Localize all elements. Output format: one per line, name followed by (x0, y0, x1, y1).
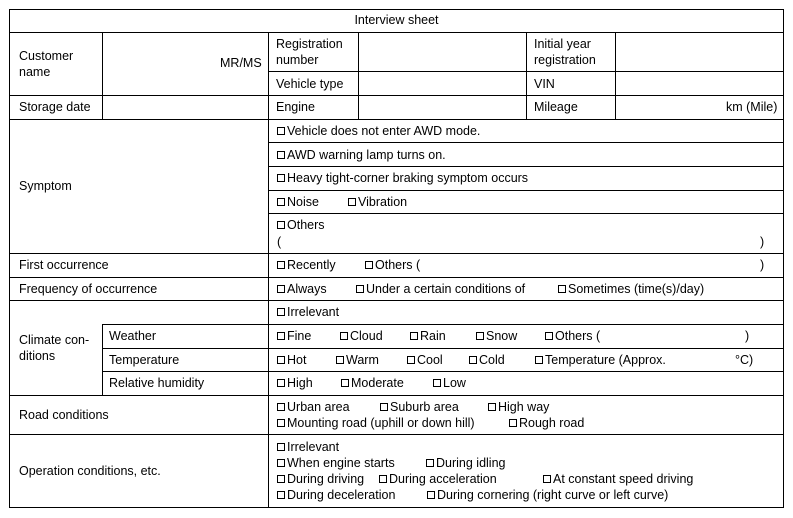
rule (9, 277, 784, 278)
checkbox-icon (277, 459, 285, 467)
option-label: Always (287, 282, 327, 296)
checkbox-icon (433, 379, 441, 387)
option-label: Irrelevant (287, 305, 340, 319)
option-label: Heavy tight-corner braking symptom occurs (287, 171, 529, 185)
option-label: Recently (287, 258, 336, 272)
rule (102, 32, 103, 120)
option-label: Suburb area (390, 400, 459, 414)
rule (9, 9, 10, 508)
checkbox-icon (277, 221, 285, 229)
weather-others-option[interactable] (545, 329, 600, 343)
customer-title-suffix: MR/MS (220, 56, 262, 70)
rule (268, 213, 784, 214)
vehicle-type-label: Vehicle type (276, 77, 344, 91)
symptom-awd-warning-lamp-option[interactable] (277, 148, 446, 162)
weather-rain-option[interactable] (410, 329, 446, 343)
checkbox-icon (277, 403, 285, 411)
rule (9, 9, 784, 10)
initial-year-registration-label: Initial year registration (534, 37, 596, 67)
checkbox-icon (348, 198, 356, 206)
rule (268, 190, 784, 191)
operation-conditions-label: Operation conditions, etc. (19, 464, 161, 478)
relative-humidity-label: Relative humidity (109, 376, 205, 390)
weather-fine-option[interactable] (277, 329, 311, 343)
checkbox-icon (476, 332, 484, 340)
checkbox-icon (277, 198, 285, 206)
option-label: Rain (420, 329, 446, 343)
first-occurrence-others-option[interactable] (365, 258, 420, 272)
option-label: High way (498, 400, 550, 414)
symptom-label: Symptom (19, 179, 72, 193)
option-label: Mounting road (uphill or down hill) (287, 416, 475, 430)
first-occurrence-recently-option[interactable] (277, 258, 336, 272)
checkbox-icon (277, 285, 285, 293)
temperature-cool-option[interactable] (407, 353, 443, 367)
sheet-title: Interview sheet (354, 13, 439, 27)
option-label: Under a certain conditions of (366, 282, 526, 296)
checkbox-icon (469, 356, 477, 364)
rule (9, 119, 784, 120)
checkbox-icon (426, 459, 434, 467)
frequency-sometimes-option[interactable] (558, 282, 704, 296)
rule (9, 395, 784, 396)
road-urban-area-option[interactable] (277, 400, 350, 414)
weather-snow-option[interactable] (476, 329, 517, 343)
symptom-vibration-option[interactable] (348, 195, 407, 209)
option-label: Vehicle does not enter AWD mode. (287, 124, 481, 138)
option-label: During deceleration (287, 488, 396, 502)
checkbox-icon (365, 261, 373, 269)
engine-label: Engine (276, 100, 315, 114)
option-label: At constant speed driving (553, 472, 694, 486)
rule (268, 142, 784, 143)
temperature-approx-option[interactable] (535, 353, 666, 367)
option-label: Others ( (555, 329, 601, 343)
frequency-always-option[interactable] (277, 282, 327, 296)
operation-constant-speed-option[interactable] (543, 472, 693, 486)
option-label: Fine (287, 329, 312, 343)
humidity-high-option[interactable] (277, 376, 313, 390)
operation-cornering-option[interactable] (427, 488, 668, 502)
option-label: Temperature (Approx. (545, 353, 666, 367)
rule (9, 32, 784, 33)
option-label: AWD warning lamp turns on. (287, 148, 446, 162)
option-label: Snow (486, 329, 518, 343)
vin-label: VIN (534, 77, 555, 91)
option-label: Moderate (351, 376, 404, 390)
rule (9, 507, 784, 508)
weather-cloud-option[interactable] (340, 329, 383, 343)
registration-number-label: Registration number (276, 37, 343, 67)
operation-driving-option[interactable] (277, 472, 364, 486)
storage-date-label: Storage date (19, 100, 91, 114)
operation-deceleration-option[interactable] (277, 488, 395, 502)
checkbox-icon (558, 285, 566, 293)
checkbox-icon (277, 174, 285, 182)
checkbox-icon (545, 332, 553, 340)
symptom-others-paren-close: ) (760, 235, 765, 249)
checkbox-icon (509, 419, 517, 427)
option-label: Sometimes (time(s)/day) (568, 282, 705, 296)
symptom-others-paren-open: ( (277, 235, 282, 249)
symptom-noise-option[interactable] (277, 195, 319, 209)
operation-idling-option[interactable] (426, 456, 505, 470)
option-label: Noise (287, 195, 319, 209)
temperature-label: Temperature (109, 353, 180, 367)
checkbox-icon (341, 379, 349, 387)
option-label: Others (287, 218, 325, 232)
checkbox-icon (410, 332, 418, 340)
weather-label: Weather (109, 329, 157, 343)
option-label: Vibration (358, 195, 408, 209)
option-label: High (287, 376, 313, 390)
road-rough-road-option[interactable] (509, 416, 584, 430)
checkbox-icon (356, 285, 364, 293)
checkbox-icon (277, 151, 285, 159)
road-conditions-label: Road conditions (19, 408, 109, 422)
rule (358, 32, 359, 120)
humidity-low-option[interactable] (433, 376, 466, 390)
option-label: Warm (346, 353, 379, 367)
humidity-moderate-option[interactable] (341, 376, 404, 390)
checkbox-icon (379, 475, 387, 483)
checkbox-icon (277, 261, 285, 269)
option-label: Cool (417, 353, 443, 367)
option-label: Urban area (287, 400, 350, 414)
checkbox-icon (543, 475, 551, 483)
operation-acceleration-option[interactable] (379, 472, 497, 486)
temperature-hot-option[interactable] (277, 353, 306, 367)
rule (102, 324, 784, 325)
operation-engine-starts-option[interactable] (277, 456, 395, 470)
checkbox-icon (277, 379, 285, 387)
rule (9, 300, 784, 301)
rule (9, 253, 784, 254)
climate-irrelevant-option[interactable] (277, 305, 339, 319)
rule (268, 166, 784, 167)
temperature-unit: °C) (735, 353, 754, 367)
checkbox-icon (380, 403, 388, 411)
rule (102, 371, 784, 372)
operation-irrelevant-option[interactable] (277, 440, 339, 454)
option-label: Low (443, 376, 466, 390)
mileage-unit: km (Mile) (726, 100, 778, 114)
option-label: Cold (479, 353, 505, 367)
checkbox-icon (427, 491, 435, 499)
checkbox-icon (535, 356, 543, 364)
option-label: During idling (436, 456, 506, 470)
checkbox-icon (277, 127, 285, 135)
temperature-warm-option[interactable] (336, 353, 379, 367)
checkbox-icon (277, 308, 285, 316)
temperature-cold-option[interactable] (469, 353, 505, 367)
option-label: During driving (287, 472, 365, 486)
mileage-label: Mileage (534, 100, 578, 114)
rule (268, 32, 269, 508)
option-label: Irrelevant (287, 440, 340, 454)
checkbox-icon (340, 332, 348, 340)
checkbox-icon (277, 475, 285, 483)
rule (9, 95, 784, 96)
option-label: During acceleration (389, 472, 497, 486)
option-label: When engine starts (287, 456, 395, 470)
option-label: Hot (287, 353, 307, 367)
rule (9, 434, 784, 435)
road-high-way-option[interactable] (488, 400, 549, 414)
symptom-no-awd-mode-option[interactable] (277, 124, 480, 138)
checkbox-icon (277, 332, 285, 340)
rule (615, 32, 616, 120)
option-label: Cloud (350, 329, 383, 343)
rule (526, 32, 527, 120)
rule (102, 324, 103, 396)
checkbox-icon (277, 356, 285, 364)
customer-name-label: Customer name (19, 49, 74, 79)
weather-paren-close: ) (745, 329, 750, 343)
checkbox-icon (277, 491, 285, 499)
road-suburb-area-option[interactable] (380, 400, 459, 414)
symptom-tight-corner-braking-option[interactable] (277, 171, 528, 185)
checkbox-icon (336, 356, 344, 364)
frequency-certain-conditions-option[interactable] (356, 282, 525, 296)
symptom-others-option[interactable] (277, 218, 325, 232)
rule (783, 9, 784, 508)
rule (102, 348, 784, 349)
checkbox-icon (407, 356, 415, 364)
checkbox-icon (488, 403, 496, 411)
road-mounting-road-option[interactable] (277, 416, 475, 430)
option-label: Rough road (519, 416, 585, 430)
checkbox-icon (277, 443, 285, 451)
first-occurrence-label: First occurrence (19, 258, 109, 272)
climate-conditions-label: Climate con- ditions (19, 333, 90, 363)
frequency-label: Frequency of occurrence (19, 282, 158, 296)
checkbox-icon (277, 419, 285, 427)
first-occurrence-paren-close: ) (760, 258, 765, 272)
option-label: During cornering (right curve or left curve) (437, 488, 669, 502)
option-label: Others ( (375, 258, 421, 272)
